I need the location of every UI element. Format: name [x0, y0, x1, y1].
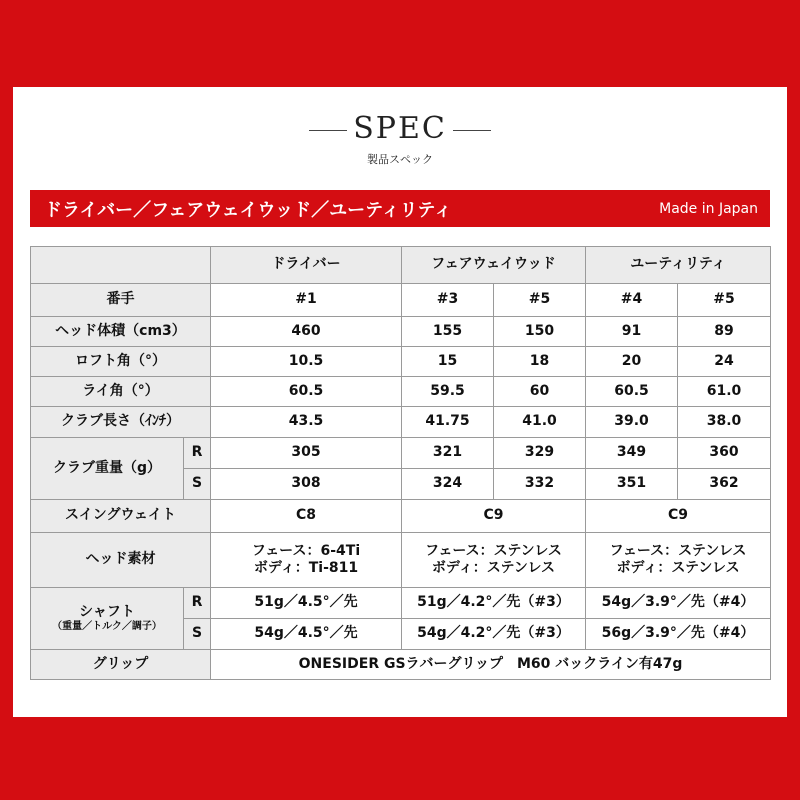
- cell-ut-5: 24: [678, 347, 771, 377]
- row-label: ライ角（°）: [31, 377, 211, 407]
- flex-s-label: S: [184, 469, 211, 500]
- row-label: ヘッド素材: [31, 533, 211, 588]
- row-label: ヘッド体積（cm3）: [31, 317, 211, 347]
- banner-title: ドライバー／フェアウェイウッド／ユーティリティ: [44, 200, 452, 221]
- cell-driver-1: 460: [211, 317, 402, 347]
- group-fairway: フェアウェイウッド: [402, 247, 586, 284]
- cell-driver-1: 305: [211, 438, 402, 469]
- cell-ut-4: 20: [586, 347, 678, 377]
- category-banner: [30, 190, 770, 227]
- shaft-label: シャフト: [79, 603, 135, 620]
- cell-fw-5: 150: [494, 317, 586, 347]
- cell-utility: [586, 533, 771, 588]
- heading-rule-right: [453, 130, 491, 131]
- cell-ut-4: 39.0: [586, 407, 678, 438]
- cell-fw-3: 324: [402, 469, 494, 500]
- row-number: [31, 284, 771, 317]
- cell-grip: ONESIDER GSラバーグリップ M60 バックライン有47g: [211, 650, 771, 680]
- made-in-label: Made in Japan: [659, 201, 758, 217]
- cell-fw-3: 41.75: [402, 407, 494, 438]
- cell-fw-3: 59.5: [402, 377, 494, 407]
- row-label: [31, 588, 184, 650]
- cell-ut-5: 61.0: [678, 377, 771, 407]
- row-grip: [31, 650, 771, 680]
- cell-ut-4: 91: [586, 317, 678, 347]
- heading-rule-left: [309, 130, 347, 131]
- cell-ut-5: 38.0: [678, 407, 771, 438]
- cell-driver: C8: [211, 500, 402, 533]
- cell-fw-3: #3: [402, 284, 494, 317]
- cell-fw-5: 329: [494, 438, 586, 469]
- cell-ut-4: 349: [586, 438, 678, 469]
- cell-fw-3: 321: [402, 438, 494, 469]
- row-material: [31, 533, 771, 588]
- cell-driver: 54g／4.5°／先: [211, 619, 402, 650]
- group-utility: ユーティリティ: [586, 247, 771, 284]
- row-length: [31, 407, 771, 438]
- material-line: ボディ：Ti-811: [253, 560, 359, 576]
- cell-utility: C9: [586, 500, 771, 533]
- cell-ut-5: 362: [678, 469, 771, 500]
- cell-fw-5: 18: [494, 347, 586, 377]
- row-swing: [31, 500, 771, 533]
- shaft-sublabel: （重量／トルク／調子）: [52, 621, 162, 632]
- cell-driver-1: 60.5: [211, 377, 402, 407]
- row-label: スイングウェイト: [31, 500, 211, 533]
- cell-driver-1: 43.5: [211, 407, 402, 438]
- material-line: フェース：ステンレス: [425, 542, 562, 559]
- cell-ut-5: 360: [678, 438, 771, 469]
- row-volume: [31, 317, 771, 347]
- cell-ut-4: #4: [586, 284, 678, 317]
- material-line: フェース：ステンレス: [609, 542, 747, 559]
- row-label: ロフト角（°）: [31, 347, 211, 377]
- row-label: 番手: [31, 284, 211, 317]
- cell-fw-5: 332: [494, 469, 586, 500]
- cell-fairway: 54g／4.2°／先（#3）: [402, 619, 586, 650]
- cell-utility: 54g／3.9°／先（#4）: [586, 588, 771, 619]
- material-line: ボディ：ステンレス: [616, 560, 740, 576]
- corner-cell: [31, 247, 211, 284]
- row-label: クラブ長さ（ｲﾝﾁ）: [31, 407, 211, 438]
- material-line: ボディ：ステンレス: [431, 560, 556, 576]
- spec-sheet: [13, 87, 787, 717]
- cell-fairway: 51g／4.2°／先（#3）: [402, 588, 586, 619]
- row-weight-r: [31, 438, 771, 469]
- row-lie: [31, 377, 771, 407]
- cell-driver-1: 10.5: [211, 347, 402, 377]
- cell-fw-5: #5: [494, 284, 586, 317]
- cell-fairway: C9: [402, 500, 586, 533]
- spec-title: SPEC: [353, 111, 447, 146]
- cell-ut-5: #5: [678, 284, 771, 317]
- cell-driver: [211, 533, 402, 588]
- cell-fw-5: 41.0: [494, 407, 586, 438]
- group-driver: ドライバー: [211, 247, 402, 284]
- flex-r-label: R: [184, 588, 211, 619]
- row-label: グリップ: [31, 650, 211, 680]
- cell-fw-3: 155: [402, 317, 494, 347]
- spec-heading: [13, 111, 787, 146]
- cell-fairway: [402, 533, 586, 588]
- cell-driver: 51g／4.5°／先: [211, 588, 402, 619]
- cell-ut-5: 89: [678, 317, 771, 347]
- cell-driver-1: 308: [211, 469, 402, 500]
- group-header-row: [31, 247, 771, 284]
- cell-fw-5: 60: [494, 377, 586, 407]
- spec-table: [30, 246, 771, 680]
- cell-fw-3: 15: [402, 347, 494, 377]
- flex-s-label: S: [184, 619, 211, 650]
- cell-ut-4: 60.5: [586, 377, 678, 407]
- cell-driver-1: #1: [211, 284, 402, 317]
- material-line: フェース：6-4Ti: [251, 542, 361, 559]
- flex-r-label: R: [184, 438, 211, 469]
- row-shaft-r: [31, 588, 771, 619]
- cell-utility: 56g／3.9°／先（#4）: [586, 619, 771, 650]
- cell-ut-4: 351: [586, 469, 678, 500]
- row-loft: [31, 347, 771, 377]
- spec-subtitle: 製品スペック: [367, 153, 433, 166]
- row-label: クラブ重量（g）: [31, 438, 184, 500]
